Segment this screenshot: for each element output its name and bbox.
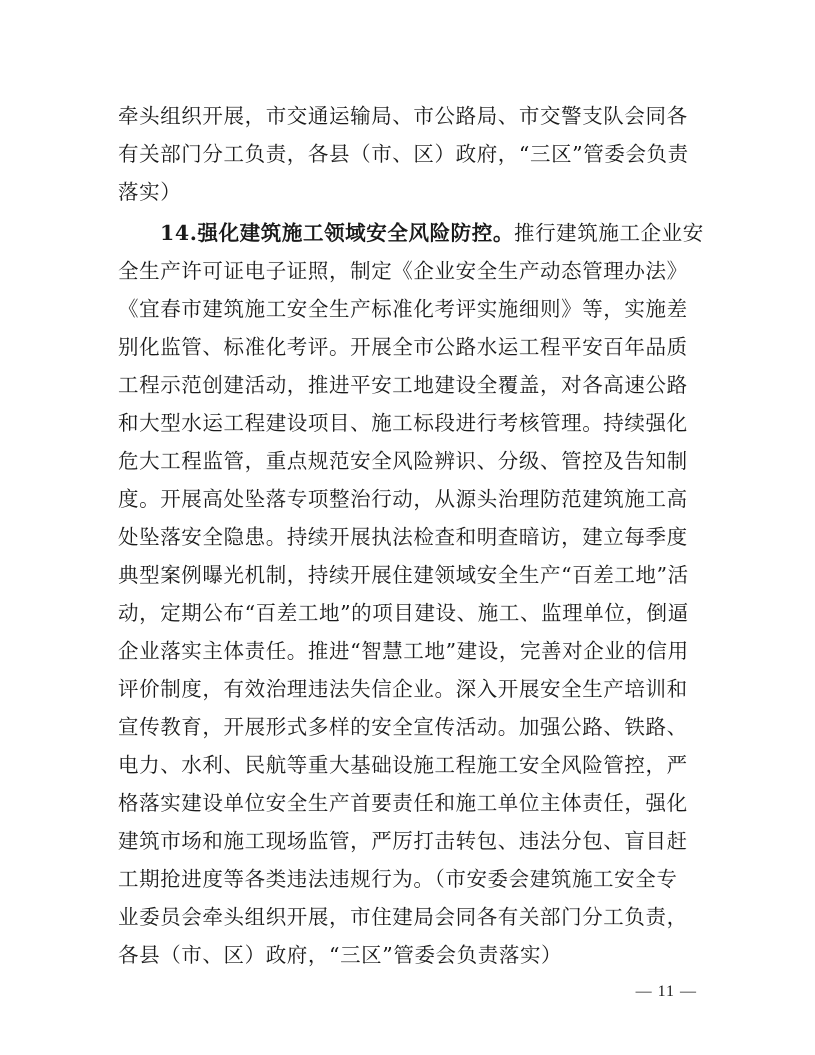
text-line: 企业落实主体责任。推进“智慧工地”建设，完善对企业的信用 xyxy=(118,639,689,663)
text-line: 落实） xyxy=(118,180,182,204)
text-line: 有关部门分工负责，各县（市、区）政府，“三区”管委会负责 xyxy=(118,142,689,166)
text-line: 典型案例曝光机制，持续开展住建领域安全生产“百差工地”活 xyxy=(118,563,689,587)
text-line: 《宜春市建筑施工安全生产标准化考评实施细则》等，实施差 xyxy=(118,297,688,321)
item-14-text-start: 推行建筑施工企业安 xyxy=(513,221,704,245)
text-line: 工期抢进度等各类违法违规行为。（市安委会建筑施工安全专 xyxy=(118,867,678,891)
page-number: — 11 — xyxy=(635,983,697,1000)
text-line: 处坠落安全隐患。持续开展执法检查和明查暗访，建立每季度 xyxy=(118,525,688,549)
text-line: 建筑市场和施工现场监管，严厉打击转包、违法分包、盲目赶 xyxy=(118,829,688,853)
body-text xyxy=(118,97,704,974)
item-14-first-line xyxy=(118,214,704,252)
text-line: 业委员会牵头组织开展，市住建局会同各有关部门分工负责， xyxy=(118,905,688,929)
text-line: 度。开展高处坠落专项整治行动，从源头治理防范建筑施工高 xyxy=(118,487,688,511)
text-line: 危大工程监管，重点规范安全风险辨识、分级、管控及告知制 xyxy=(118,449,688,473)
text-line: 各县（市、区）政府，“三区”管委会负责落实） xyxy=(118,943,563,967)
text-line: 和大型水运工程建设项目、施工标段进行考核管理。持续强化 xyxy=(118,411,688,435)
text-line: 别化监管、标准化考评。开展全市公路水运工程平安百年品质 xyxy=(118,335,688,359)
text-line: 电力、水利、民航等重大基础设施工程施工安全风险管控，严 xyxy=(118,753,688,777)
text-line: 牵头组织开展，市交通运输局、市公路局、市交警支队会同各 xyxy=(118,104,688,128)
text-line: 动，定期公布“百差工地”的项目建设、施工、监理单位，倒逼 xyxy=(118,601,689,625)
text-line: 格落实建设单位安全生产首要责任和施工单位主体责任，强化 xyxy=(118,791,688,815)
item-14-heading: 14.强化建筑施工领域安全风险防控。 xyxy=(160,221,514,245)
text-line: 宣传教育，开展形式多样的安全宣传活动。加强公路、铁路、 xyxy=(118,715,688,739)
text-line: 评价制度，有效治理违法失信企业。深入开展安全生产培训和 xyxy=(118,677,688,701)
text-line: 全生产许可证电子证照，制定《企业安全生产动态管理办法》 xyxy=(118,259,688,283)
text-line: 工程示范创建活动，推进平安工地建设全覆盖，对各高速公路 xyxy=(118,373,688,397)
